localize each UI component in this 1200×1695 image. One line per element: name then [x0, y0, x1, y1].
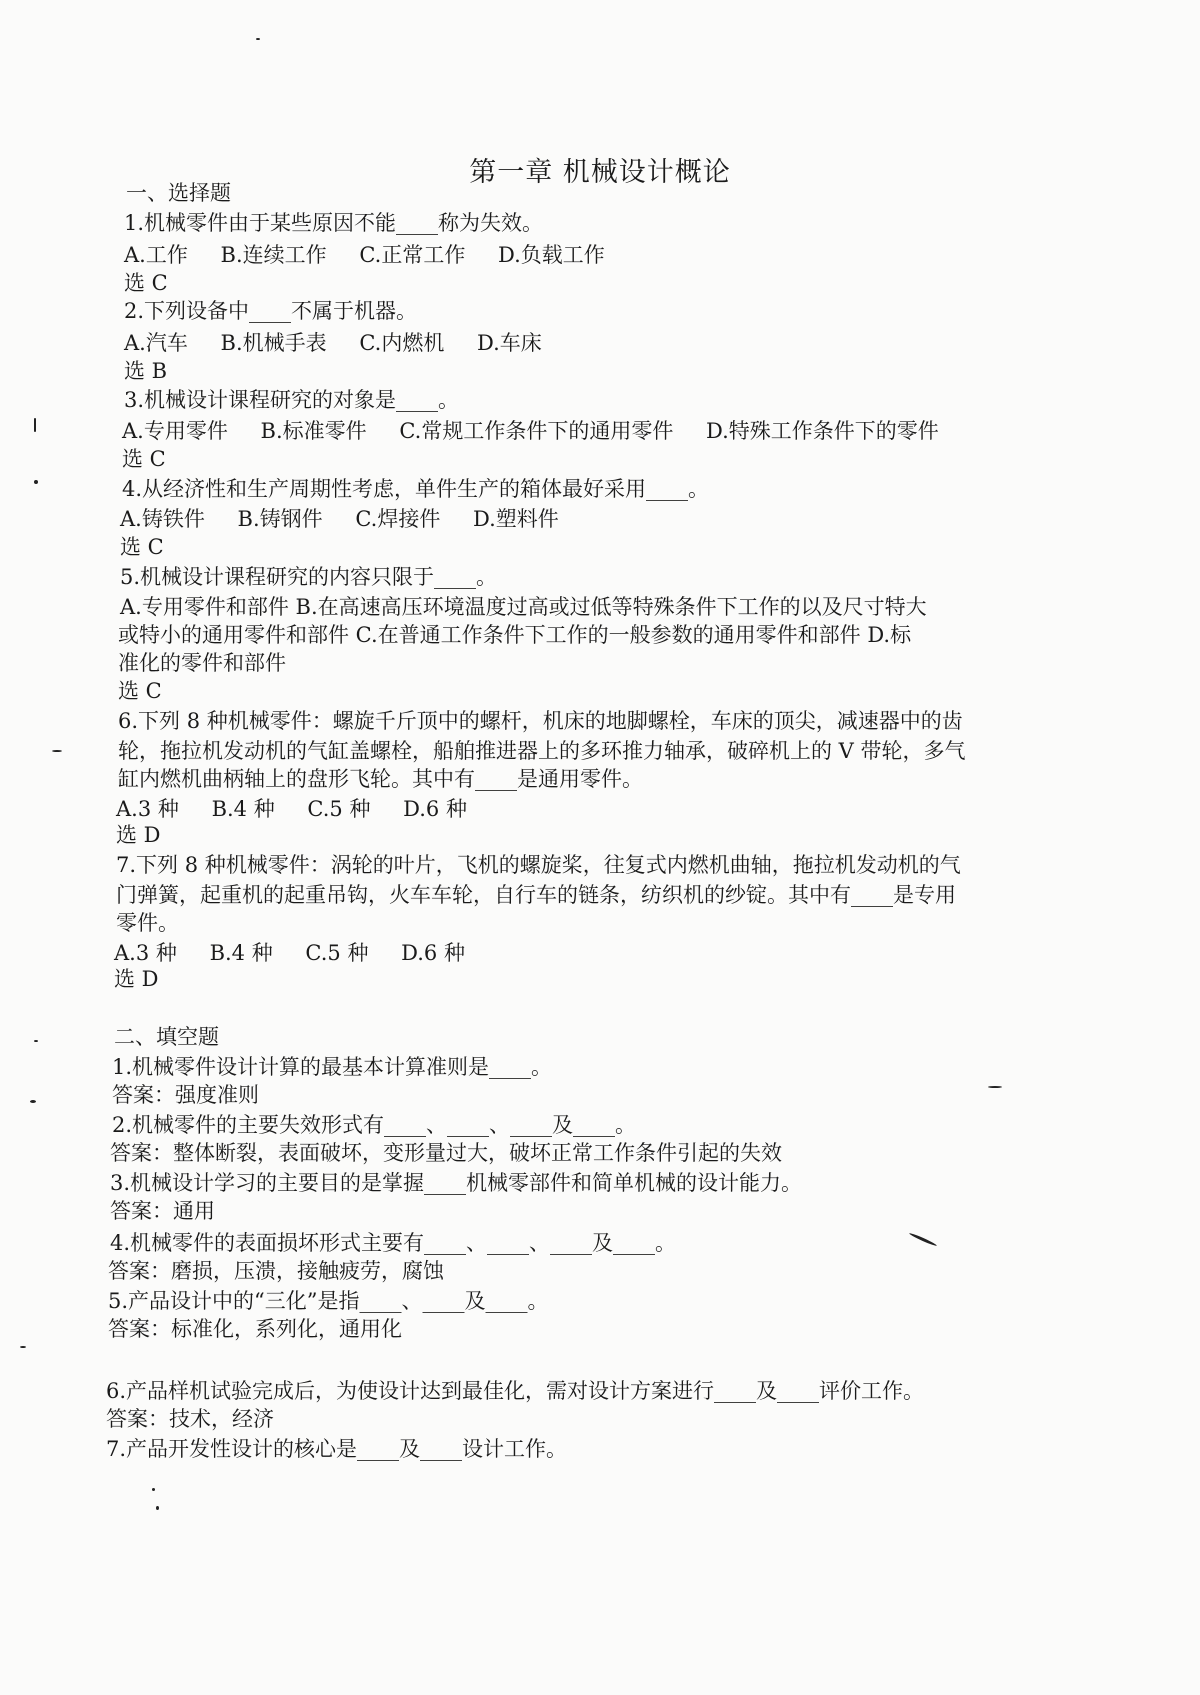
fill-q4-answer: 答案：磨损，压溃，接触疲劳，腐蚀 — [108, 1259, 444, 1283]
option-a: A.汽车 — [124, 331, 188, 355]
choice-q1-answer: 选 C — [124, 271, 168, 295]
option-d: D.车床 — [477, 331, 542, 355]
fill-q2-text: 2.机械零件的主要失效形式有____、____、____及____。 — [112, 1113, 637, 1137]
scan-speck — [909, 1232, 938, 1247]
scan-speck — [34, 480, 38, 484]
option-a: A.专用零件 — [122, 419, 228, 443]
fill-q6-text: 6.产品样机试验完成后，为使设计达到最佳化，需对设计方案进行____及____评价工作。 — [106, 1379, 925, 1403]
fill-q6-answer: 答案：技术，经济 — [106, 1407, 274, 1431]
choice-q2-answer: 选 B — [124, 359, 168, 383]
option-a: A.铸铁件 — [120, 507, 205, 531]
choice-q5-text: 5.机械设计课程研究的内容只限于____。 — [120, 565, 498, 589]
scan-speck — [34, 1040, 38, 1042]
fill-q2-answer: 答案：整体断裂，表面破坏，变形量过大，破坏正常工作条件引起的失效 — [110, 1141, 782, 1165]
option-c: C.焊接件 — [355, 507, 441, 531]
choice-q3-text: 3.机械设计课程研究的对象是____。 — [124, 388, 460, 412]
scan-speck — [20, 1346, 26, 1348]
scan-speck — [152, 1488, 155, 1491]
option-d: D.6 种 — [403, 797, 467, 821]
option-c: C.正常工作 — [359, 243, 466, 267]
option-c: C.内燃机 — [359, 331, 445, 355]
option-c: C.5 种 — [307, 797, 371, 821]
option-b: B.连续工作 — [220, 243, 327, 267]
choice-q7-options — [114, 940, 491, 966]
fill-heading: 二、填空题 — [114, 1025, 219, 1049]
page-title: 第一章 机械设计概论 — [469, 157, 731, 188]
fill-q4-text: 4.机械零件的表面损坏形式主要有____、____、____及____。 — [110, 1231, 677, 1255]
scan-speck — [30, 1100, 36, 1103]
fill-q3-text: 3.机械设计学习的主要目的是掌握____机械零部件和简单机械的设计能力。 — [110, 1171, 803, 1195]
choice-q1-text: 1.机械零件由于某些原因不能____称为失效。 — [124, 211, 544, 235]
option-a: A.3 种 — [114, 941, 177, 965]
option-a: A.工作 — [124, 243, 188, 267]
scan-speck — [34, 418, 36, 432]
choice-q6-answer: 选 D — [116, 823, 161, 847]
option-d: D.特殊工作条件下的零件 — [706, 419, 939, 443]
scan-speck — [988, 1086, 1002, 1088]
choice-q7-answer: 选 D — [114, 967, 159, 991]
choice-q6-line1: 6.下列 8 种机械零件：螺旋千斤顶中的螺杆，机床的地脚螺栓，车床的顶尖，减速器中的齿 — [118, 709, 963, 733]
choice-q4-text: 4.从经济性和生产周期性考虑，单件生产的箱体最好采用____。 — [122, 477, 710, 501]
choice-q6-options — [116, 796, 493, 822]
scan-speck — [256, 38, 260, 40]
option-d: D.塑料件 — [473, 507, 559, 531]
choice-heading: 一、选择题 — [126, 181, 231, 205]
option-b: B.机械手表 — [220, 331, 327, 355]
option-c: C.常规工作条件下的通用零件 — [399, 419, 674, 443]
choice-q4-options — [120, 506, 585, 532]
choice-q3-options — [122, 418, 965, 444]
fill-q5-text: 5.产品设计中的“三化”是指____、____及____。 — [108, 1289, 549, 1313]
choice-q2-options — [124, 330, 568, 356]
fill-q1-text: 1.机械零件设计计算的最基本计算准则是____。 — [112, 1055, 553, 1079]
choice-q5-options-line1: A.专用零件和部件 B.在高速高压环境温度过高或过低等特殊条件下工作的以及尺寸特大 — [120, 595, 927, 619]
choice-q1-options — [124, 242, 631, 268]
option-c: C.5 种 — [305, 941, 369, 965]
scan-speck — [52, 750, 62, 752]
scan-speck — [156, 1506, 159, 1510]
option-b: B.4 种 — [211, 797, 275, 821]
option-a: A.3 种 — [116, 797, 179, 821]
fill-q1-answer: 答案：强度准则 — [112, 1083, 259, 1107]
choice-q3-answer: 选 C — [122, 447, 166, 471]
fill-q5-answer: 答案：标准化，系列化，通用化 — [108, 1317, 402, 1341]
choice-q7-line2: 门弹簧，起重机的起重吊钩，火车车轮，自行车的链条，纺织机的纱锭。其中有____是专用 — [116, 883, 956, 907]
option-b: B.标准零件 — [260, 419, 367, 443]
option-d: D.负载工作 — [498, 243, 605, 267]
option-b: B.铸钢件 — [237, 507, 323, 531]
choice-q5-options-line3: 准化的零件和部件 — [118, 651, 286, 675]
option-b: B.4 种 — [209, 941, 273, 965]
choice-q2-text: 2.下列设备中____不属于机器。 — [124, 299, 418, 323]
choice-q5-options-line2: 或特小的通用零件和部件 C.在普通工作条件下工作的一般参数的通用零件和部件 D.标 — [118, 623, 912, 647]
choice-q7-line3: 零件。 — [116, 911, 179, 935]
fill-q3-answer: 答案：通用 — [110, 1199, 215, 1223]
choice-q4-answer: 选 C — [120, 535, 164, 559]
choice-q7-line1: 7.下列 8 种机械零件：涡轮的叶片，飞机的螺旋桨，往复式内燃机曲轴，拖拉机发动机的气 — [116, 853, 961, 877]
choice-q6-line2: 轮，拖拉机发动机的气缸盖螺栓，船舶推进器上的多环推力轴承，破碎机上的 V 带轮，多气 — [118, 739, 966, 763]
option-d: D.6 种 — [401, 941, 465, 965]
choice-q6-line3: 缸内燃机曲柄轴上的盘形飞轮。其中有____是通用零件。 — [118, 767, 643, 791]
fill-q7-text: 7.产品开发性设计的核心是____及____设计工作。 — [106, 1437, 568, 1461]
choice-q5-answer: 选 C — [118, 679, 162, 703]
